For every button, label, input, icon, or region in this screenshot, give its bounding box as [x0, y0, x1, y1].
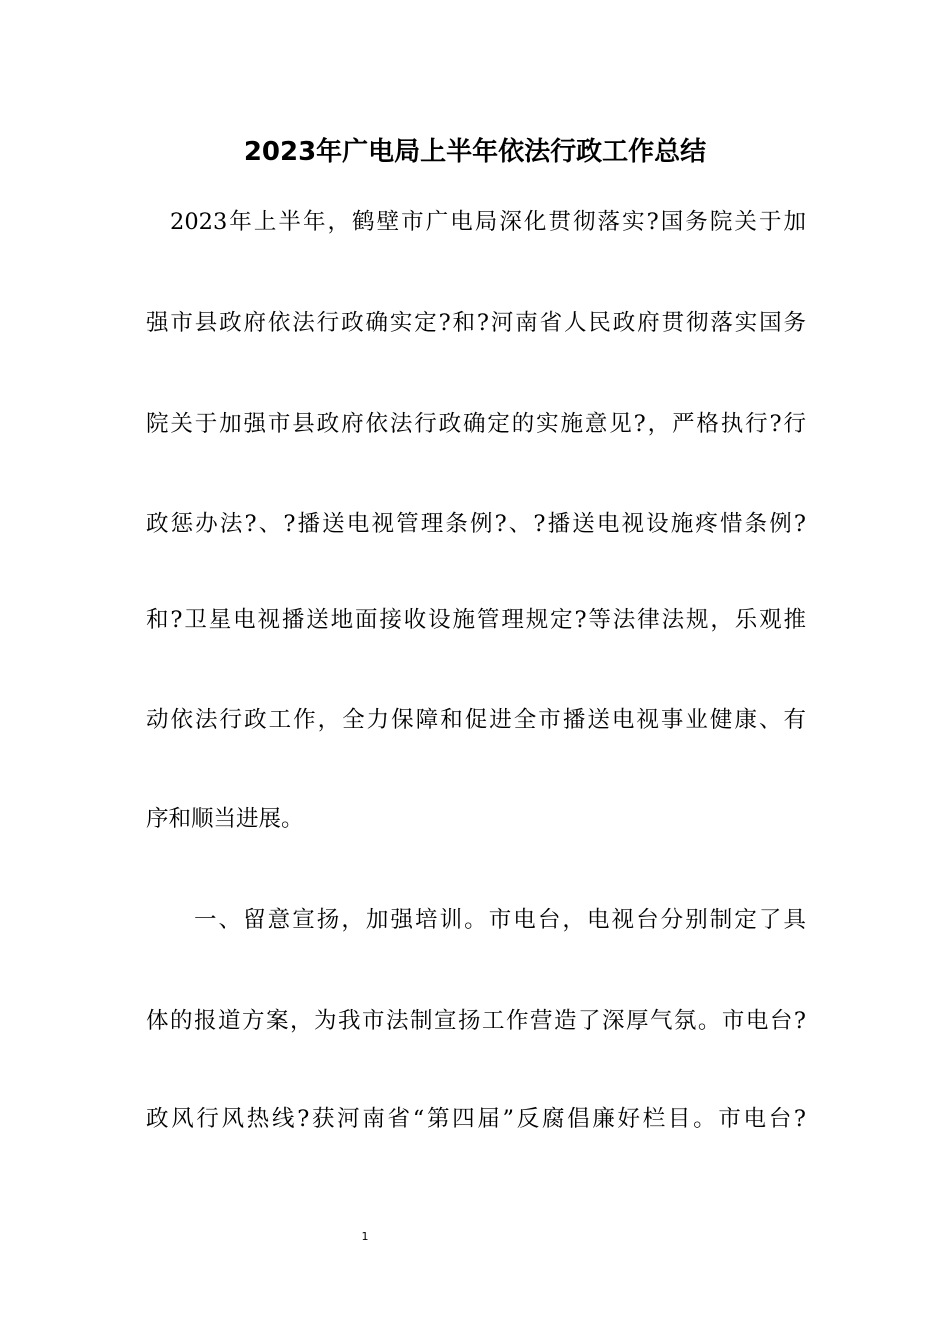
page-number: 1 [361, 1230, 369, 1243]
paragraph-line: 院关于加强市县政府依法行政确定的实施意见?，严格执行?行 [146, 411, 806, 437]
paragraph-line: 一、留意宣扬，加强培训。市电台，电视台分别制定了具 [194, 907, 806, 933]
paragraph-line: 动依法行政工作，全力保障和促进全市播送电视事业健康、有 [146, 707, 806, 733]
paragraph-line: 序和顺当进展。 [146, 806, 304, 832]
document-title: 2023年广电局上半年依法行政工作总结 [243, 137, 707, 167]
paragraph-line: 和?卫星电视播送地面接收设施管理规定?等法律法规，乐观推 [146, 607, 806, 633]
paragraph-line: 政风行风热线?获河南省“第四届”反腐倡廉好栏目。市电台? [146, 1106, 806, 1132]
paragraph-line: 2023年上半年，鹤壁市广电局深化贯彻落实?国务院关于加 [170, 209, 806, 235]
paragraph-line: 体的报道方案，为我市法制宣扬工作营造了深厚气氛。市电台? [146, 1008, 806, 1034]
paragraph-line: 强市县政府依法行政确实定?和?河南省人民政府贯彻落实国务 [146, 310, 806, 336]
paragraph-line: 政惩办法?、?播送电视管理条例?、?播送电视设施疼惜条例? [146, 511, 806, 537]
